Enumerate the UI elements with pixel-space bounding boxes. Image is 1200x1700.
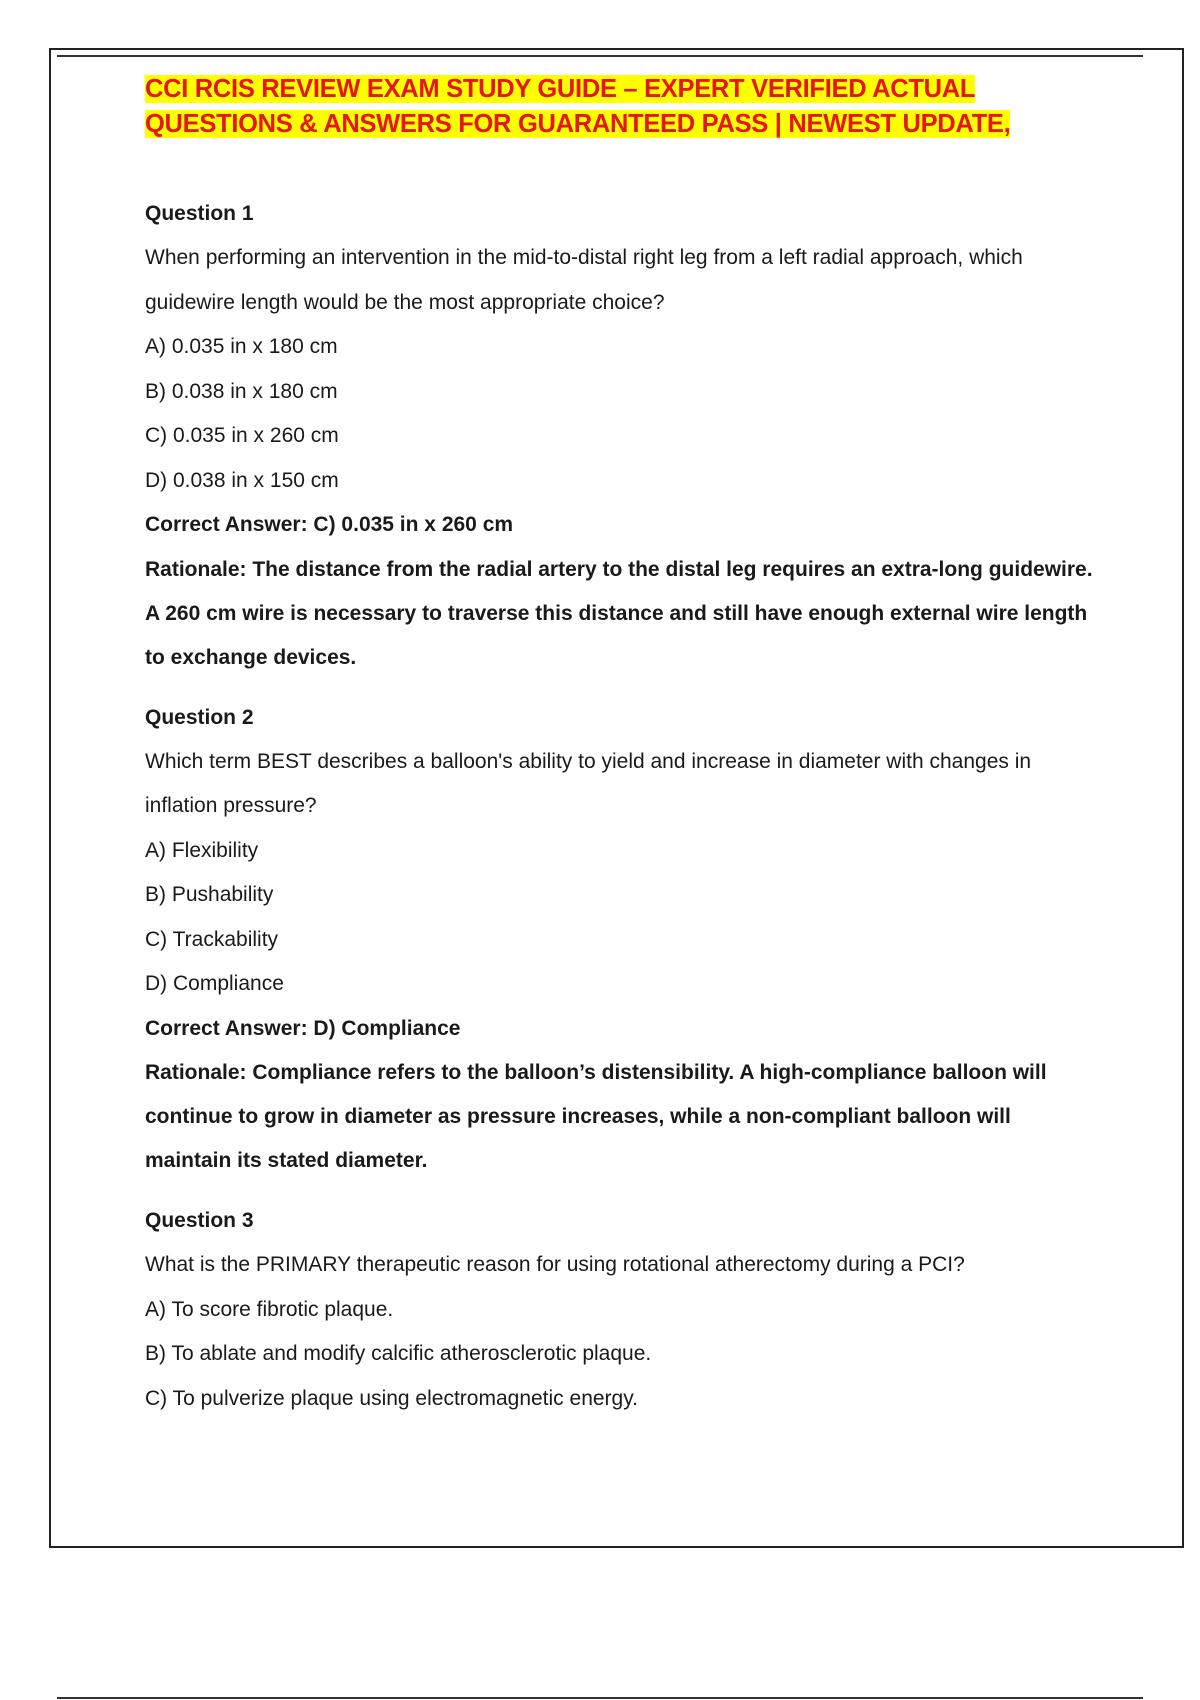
question-heading: Question 2 (145, 705, 254, 729)
question-heading: Question 3 (145, 1209, 254, 1232)
option-a: A) To score fibrotic plaque. (145, 1297, 394, 1321)
rationale: Rationale: Compliance refers to the balloon’s distensibility. A high-compliance balloon will continue to grow in diameter as pressure increases, while a non-compliant balloon will maintain its stated diameter. (145, 1061, 1047, 1172)
option-a: A) 0.035 in x 180 cm (145, 335, 338, 358)
question-heading: Question 1 (145, 202, 254, 225)
title-block (145, 72, 1095, 142)
rationale: Rationale: The distance from the radial artery to the distal leg requires an extra-long guidewire. A 260 cm wire is necessary to traverse this distance and still have enough external wire length to exchange devices. (145, 557, 1093, 669)
question-3 (145, 1199, 1095, 1421)
footer-rule (57, 1697, 1143, 1699)
question-2 (145, 696, 1095, 1184)
question-text: When performing an intervention in the mid-to-distal right leg from a left radial approach, which guidewire length would be the most appropriate choice? (145, 246, 1023, 314)
document-title: CCI RCIS REVIEW EXAM STUDY GUIDE – EXPERT VERIFIED ACTUAL QUESTIONS & ANSWERS FOR GUARANTEED PASS | NEWEST UPDATE, (145, 75, 1011, 138)
option-a: A) Flexibility (145, 838, 259, 862)
option-c: C) To pulverize plaque using electromagnetic energy. (145, 1386, 638, 1410)
option-d: D) 0.038 in x 150 cm (145, 468, 339, 492)
option-b: B) 0.038 in x 180 cm (145, 379, 338, 403)
document-body (145, 72, 1095, 1437)
option-c: C) Trackability (145, 927, 279, 951)
question-text: Which term BEST describes a balloon's ability to yield and increase in diameter with changes in inflation pressure? (145, 749, 1032, 817)
top-rule (57, 55, 1143, 57)
question-1 (145, 192, 1095, 680)
question-text: What is the PRIMARY therapeutic reason for using rotational atherectomy during a PCI? (145, 1253, 965, 1276)
option-b: B) Pushability (145, 883, 274, 906)
option-d: D) Compliance (145, 972, 284, 995)
option-b: B) To ablate and modify calcific atherosclerotic plaque. (145, 1342, 652, 1365)
correct-answer: Correct Answer: C) 0.035 in x 260 cm (145, 513, 514, 536)
option-c: C) 0.035 in x 260 cm (145, 424, 339, 447)
correct-answer: Correct Answer: D) Compliance (145, 1016, 461, 1040)
